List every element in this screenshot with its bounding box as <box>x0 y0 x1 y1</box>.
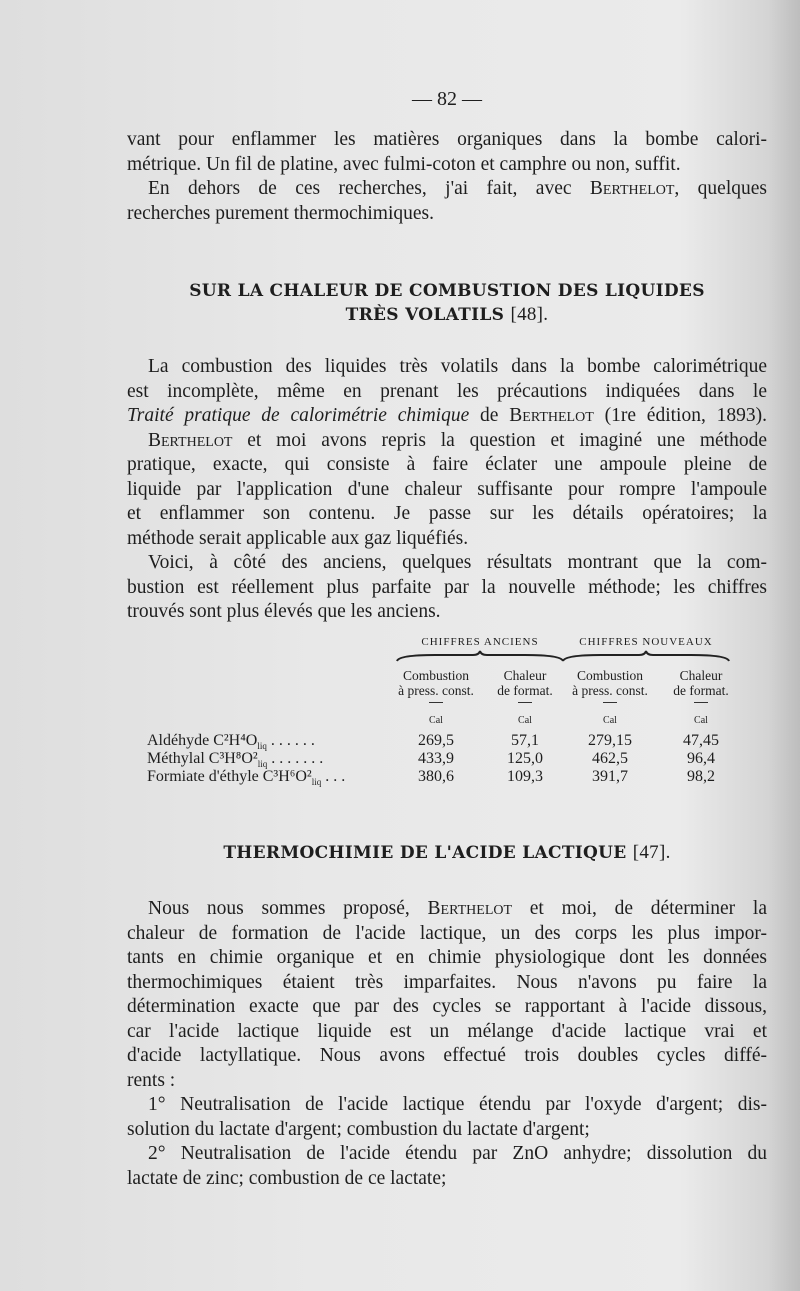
text-line: détermination exacte que par des cycles se rapportant à l'acide dissous, <box>127 996 767 1017</box>
text-line: et enflammer son contenu. Je passe sur les détails opératoires; la <box>127 503 767 524</box>
column-header-line: Combustion <box>402 668 469 683</box>
column-header-line: de format. <box>673 683 729 698</box>
table-cell: 98,2 <box>687 768 715 785</box>
table-cell: 125,0 <box>507 750 543 767</box>
state-subscript: liq <box>257 741 267 752</box>
column-header-line: Combustion <box>576 668 643 683</box>
column-header-line: de format. <box>497 683 553 698</box>
table-cell: 96,4 <box>687 750 715 767</box>
table-cell: 47,45 <box>683 732 719 749</box>
table-cell: 269,5 <box>418 732 454 749</box>
text-line: méthode serait applicable aux gaz liquéfiés. <box>127 527 469 549</box>
brace-icon <box>561 650 731 662</box>
text-line: bustion est réellement plus parfaite par la nouvelle méthode; les chiffres <box>127 576 767 598</box>
table-cell: 109,3 <box>507 768 543 785</box>
text-span: En dehors de ces recherches, j'ai fait, avec <box>148 178 572 199</box>
text-line: trouvés sont plus élevés que les anciens. <box>127 601 441 622</box>
text-line: liquide par l'application d'une chaleur suffisante pour rompre l'ampoule <box>127 478 767 500</box>
formula: C³H⁶O² <box>262 768 312 785</box>
author-name: Berthelot <box>589 178 675 199</box>
heading-line: THERMOCHIMIE DE L'ACIDE LACTIQUE <box>223 843 627 863</box>
divider <box>694 702 708 703</box>
unit-label: Cal <box>603 715 617 726</box>
compound-name <box>147 768 345 791</box>
list-item <box>127 1142 767 1191</box>
text-line: lactate de zinc; combustion de ce lactate; <box>127 1167 447 1189</box>
column-header-line: à press. const. <box>572 683 648 698</box>
text-line: vant pour enflammer les matières organiques dans la bombe calori- <box>127 129 767 150</box>
divider <box>429 702 443 703</box>
text-line: tants en chimie organique et en chimie physiologique dont les données <box>127 947 767 968</box>
text-line: recherches purement thermochimiques. <box>127 202 435 224</box>
paragraph <box>127 897 767 1093</box>
text-span: et moi, de déterminer la <box>512 898 767 919</box>
text-line: chaleur de formation de l'acide lactique, un des corps les plus impor- <box>127 922 767 944</box>
text-line: rents : <box>127 1069 176 1091</box>
book-title: Traité pratique de calorimétrie chimique <box>127 405 470 426</box>
author-name: Berthelot <box>427 898 513 919</box>
table-row <box>127 750 767 768</box>
column-header <box>564 668 656 698</box>
text-line: La combustion des liquides très volatils dans la bombe calorimétrique <box>148 356 767 377</box>
column-header <box>655 668 747 698</box>
group-header-new: CHIFFRES NOUVEAUX <box>579 636 713 648</box>
section-heading-combustion <box>127 279 767 327</box>
text-line <box>127 404 767 429</box>
divider <box>518 702 532 703</box>
text-line: Voici, à côté des anciens, quelques résultats montrant que la com- <box>148 552 767 573</box>
unit-label: Cal <box>694 715 708 726</box>
text-line: 1° Neutralisation de l'acide lactique étendu par l'oxyde d'argent; dis- <box>148 1094 767 1115</box>
leader-dots: . . . . . . . <box>271 750 324 767</box>
table-cell: 380,6 <box>418 768 454 785</box>
text-line: pratique, exacte, qui consiste à faire éclater une ampoule pleine de <box>127 454 767 475</box>
column-header <box>479 668 571 698</box>
text-line: est incomplète, même en prenant les précautions indiquées dans le <box>127 380 767 402</box>
intro-paragraph <box>127 128 767 226</box>
text-span: Nous nous sommes proposé, <box>148 898 428 919</box>
column-header <box>390 668 482 698</box>
text-span: de <box>469 405 510 426</box>
unit-label: Cal <box>518 715 532 726</box>
text-line <box>127 429 767 454</box>
section-heading-lactic-acid <box>127 841 767 865</box>
text-line <box>127 177 767 202</box>
heading-line: TRÈS VOLATILS <box>345 305 505 325</box>
paragraph <box>127 551 767 625</box>
leader-dots: . . . <box>325 768 346 785</box>
state-subscript: liq <box>311 777 322 788</box>
text-line: car l'acide lactique liquide est un mélange d'acide lactique vrai et <box>127 1020 767 1042</box>
text-line <box>127 897 767 922</box>
column-header-line: à press. const. <box>398 683 474 698</box>
reference-number: [48]. <box>510 304 549 325</box>
text-line: 2° Neutralisation de l'acide étendu par ZnO anhydre; dissolution du <box>148 1143 767 1164</box>
column-header-line: Chaleur <box>503 668 547 683</box>
leader-dots: . . . . . . <box>270 732 315 749</box>
text-line: d'acide lactyllatique. Nous avons effectué trois doubles cycles diffé- <box>127 1045 767 1066</box>
text-line: thermochimiques étaient très imparfaites. Nous n'avons pu faire la <box>127 971 767 993</box>
text-line: métrique. Un fil de platine, avec fulmi-coton et camphre ou non, suffit. <box>127 153 681 175</box>
column-header-line: Chaleur <box>679 668 723 683</box>
text-span: (1re édition, 1893). <box>593 405 768 426</box>
compound-label: Formiate d'éthyle <box>147 768 259 785</box>
state-subscript: liq <box>257 759 268 770</box>
text-line: solution du lactate d'argent; combustion du lactate d'argent; <box>127 1118 590 1140</box>
page-number: — 82 — <box>412 88 482 110</box>
divider <box>603 702 617 703</box>
author-name: Berthelot <box>509 405 594 426</box>
group-header-old: CHIFFRES ANCIENS <box>421 636 539 648</box>
unit-label: Cal <box>429 715 443 726</box>
table-cell: 279,15 <box>588 732 632 749</box>
paragraph <box>127 355 767 429</box>
table-cell: 433,9 <box>418 750 454 767</box>
table-row <box>127 732 767 750</box>
heading-line: SUR LA CHALEUR DE COMBUSTION DES LIQUIDES <box>189 281 705 301</box>
paragraph <box>127 429 767 552</box>
text-span: et moi avons repris la question et imaginé une méthode <box>232 429 767 451</box>
formula: C³H⁸O² <box>208 750 258 767</box>
author-name: Berthelot <box>148 429 233 451</box>
formula: C²H⁴O <box>213 732 258 749</box>
list-item <box>127 1093 767 1142</box>
table-cell: 391,7 <box>592 768 628 785</box>
reference-number: [47]. <box>632 842 671 863</box>
table-cell: 462,5 <box>592 750 628 767</box>
table-cell: 57,1 <box>511 732 539 749</box>
brace-icon <box>395 650 565 662</box>
table-row <box>127 768 767 786</box>
text-span: , quelques <box>674 178 767 199</box>
compound-label: Aldéhyde <box>147 732 210 749</box>
compound-label: Méthylal <box>147 750 205 767</box>
